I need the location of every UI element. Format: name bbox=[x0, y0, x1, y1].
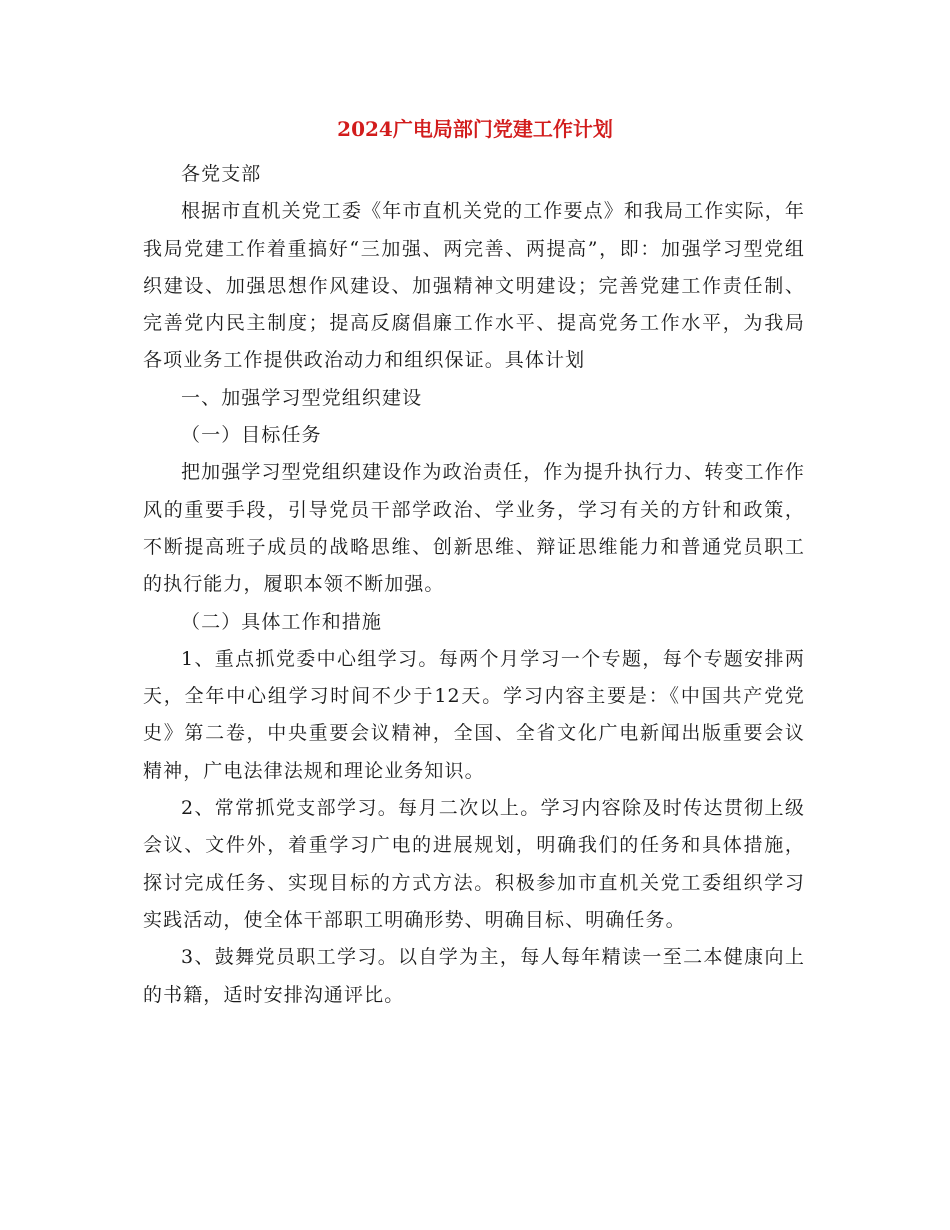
list-item: 3、鼓舞党员职工学习。以自学为主，每人每年精读一至二本健康向上的书籍，适时安排沟通评比。 bbox=[143, 946, 805, 1006]
intro-paragraph: 根据市直机关党工委《年市直机关党的工作要点》和我局工作实际，年我局党建工作着重搞好“三加强、两完善、两提高”，即：加强学习型党组织建设、加强思想作风建设、加强精神文明建设；完善党建工作责任制、完善党内民主制度；提高反腐倡廉工作水平、提高党务工作水平，为我局各项业务工作提供政治动力和组织保证。具体计划 bbox=[143, 200, 805, 372]
salutation: 各党支部 bbox=[181, 163, 262, 185]
section-heading: 一、加强学习型党组织建设 bbox=[181, 386, 423, 409]
list-item: 1、重点抓党委中心组学习。每两个月学习一个专题，每个专题安排两天，全年中心组学习时间不少于12天。学习内容主要是：《中国共产党党史》第二卷，中央重要会议精神，全国、全省文化广电新闻出版重要会议精神，广电法律法规和理论业务知识。 bbox=[143, 647, 805, 782]
subsection-heading: （一）目标任务 bbox=[181, 424, 322, 447]
document-body bbox=[143, 156, 805, 1014]
document-title: 2024广电局部门党建工作计划 bbox=[337, 117, 613, 141]
subsection-heading: （二）具体工作和措施 bbox=[181, 610, 383, 633]
body-paragraph: 把加强学习型党组织建设作为政治责任，作为提升执行力、转变工作作风的重要手段，引导党员干部学政治、学业务，学习有关的方针和政策，不断提高班子成员的战略思维、创新思维、辩证思维能力和普通党员职工的执行能力，履职本领不断加强。 bbox=[143, 461, 805, 596]
list-item: 2、常常抓党支部学习。每月二次以上。学习内容除及时传达贯彻上级会议、文件外，着重学习广电的进展规划，明确我们的任务和具体措施，探讨完成任务、实现目标的方式方法。积极参加市直机关党工委组织学习实践活动，使全体干部职工明确形势、明确目标、明确任务。 bbox=[143, 797, 805, 931]
